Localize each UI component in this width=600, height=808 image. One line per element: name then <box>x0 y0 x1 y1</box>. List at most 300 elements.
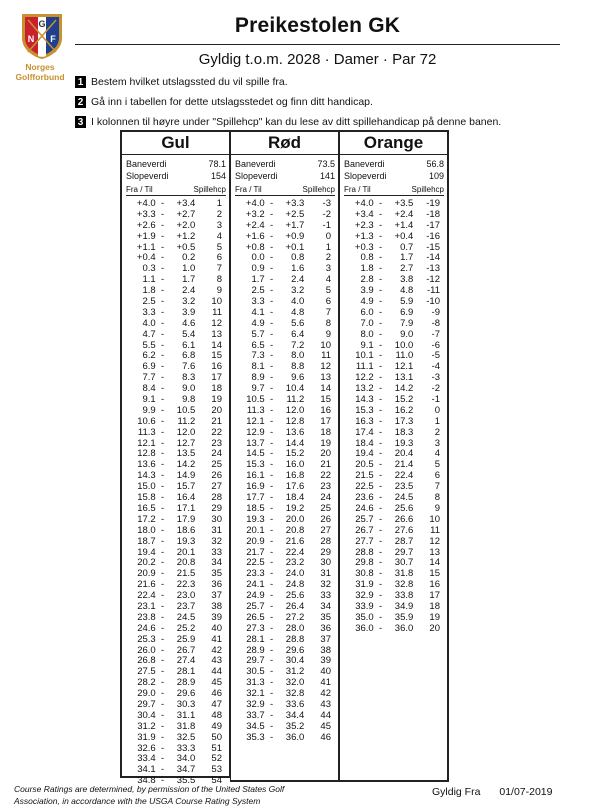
playing-hcp: 5 <box>216 241 222 253</box>
playing-hcp: 9 <box>216 285 222 297</box>
playing-hcp: 1 <box>216 198 222 209</box>
range-dash: - <box>161 698 165 710</box>
range-dash: - <box>270 590 274 602</box>
table-row <box>235 253 335 264</box>
instruction-item <box>75 73 501 91</box>
playing-hcp: 17 <box>211 372 222 384</box>
hcp-from: 10.6 <box>137 415 156 427</box>
hcp-from: 19.4 <box>355 448 374 460</box>
handicap-rows <box>122 199 229 787</box>
playing-hcp: 11 <box>430 524 440 536</box>
range-dash: - <box>379 524 383 536</box>
playing-hcp: -1 <box>322 219 331 231</box>
table-row <box>235 526 335 537</box>
hcp-from: +1.1 <box>136 241 156 253</box>
hcp-to: 27.4 <box>176 655 196 667</box>
playing-hcp: 36 <box>211 579 222 591</box>
slope-rating-value: 141 <box>319 170 335 181</box>
hcp-from: 31.2 <box>137 720 156 732</box>
range-dash: - <box>161 753 165 765</box>
hcp-from: 24.9 <box>246 590 265 602</box>
svg-text:N: N <box>27 34 35 44</box>
hcp-to: 29.6 <box>285 644 305 656</box>
range-dash: - <box>270 383 274 395</box>
hcp-from: 22.5 <box>355 481 374 493</box>
table-row <box>235 286 335 297</box>
tee-name: Gul <box>122 132 229 155</box>
usga-disclaimer <box>14 783 324 807</box>
valid-from <box>432 786 553 798</box>
playing-hcp: 38 <box>211 600 222 612</box>
playing-hcp: 10 <box>429 513 440 525</box>
range-dash: - <box>270 306 274 318</box>
hcp-from: 12.9 <box>246 426 265 438</box>
range-dash: - <box>379 470 383 482</box>
hcp-from: 6.5 <box>251 339 265 351</box>
step-number-badge: 1 <box>75 76 86 88</box>
table-row <box>126 330 226 341</box>
range-dash: - <box>270 198 274 209</box>
table-row <box>235 624 335 635</box>
hcp-from: 29.0 <box>137 688 156 700</box>
hcp-to: 34.4 <box>285 709 305 721</box>
hcp-from: 21.5 <box>355 470 374 482</box>
range-dash: - <box>379 459 383 471</box>
disclaimer-line-1: Course Ratings are determined, by permission of the United States Golf <box>14 784 285 794</box>
hcp-from: 0.0 <box>251 252 265 264</box>
hcp-to: 20.4 <box>394 448 414 460</box>
playing-hcp: 19 <box>211 394 222 406</box>
hcp-to: 19.2 <box>285 502 305 514</box>
hcp-to: 24.5 <box>394 492 414 504</box>
range-dash: - <box>270 546 274 558</box>
hcp-to: 30.7 <box>394 557 414 569</box>
hcp-from: 25.7 <box>246 600 265 612</box>
table-row <box>344 319 444 330</box>
hcp-to: +2.4 <box>394 208 414 220</box>
range-dash: - <box>161 263 165 275</box>
hcp-from: 4.0 <box>142 317 156 329</box>
hcp-from: 4.7 <box>142 328 156 340</box>
hcp-from: 28.2 <box>137 677 156 689</box>
hcp-to: 18.6 <box>176 524 196 536</box>
playing-hcp: 16 <box>211 361 222 373</box>
range-dash: - <box>379 263 383 275</box>
range-dash: - <box>270 557 274 569</box>
range-dash: - <box>161 361 165 373</box>
range-dash: - <box>161 328 165 340</box>
table-row <box>344 428 444 439</box>
hcp-from: 22.4 <box>137 590 156 602</box>
hcp-to: 6.1 <box>182 339 196 351</box>
playing-hcp: 6 <box>434 470 440 482</box>
spillehcp-header: Spillehcp <box>302 185 335 194</box>
hcp-from: +0.3 <box>354 241 374 253</box>
course-rating-value: 73.5 <box>317 159 335 169</box>
hcp-to: 32.8 <box>285 688 305 700</box>
table-row <box>235 243 335 254</box>
playing-hcp: 42 <box>211 644 222 656</box>
hcp-from: 20.9 <box>137 568 156 580</box>
hcp-from: 27.3 <box>246 622 265 634</box>
range-dash: - <box>270 437 274 449</box>
course-rating-value: 78.1 <box>208 159 226 169</box>
hcp-from: 25.3 <box>137 633 156 645</box>
playing-hcp: 41 <box>211 633 222 645</box>
hcp-from: 8.1 <box>251 361 265 373</box>
range-dash: - <box>270 513 274 525</box>
playing-hcp: 45 <box>320 720 331 732</box>
hcp-to: 34.0 <box>176 753 196 765</box>
hcp-from: 17.7 <box>246 492 265 504</box>
table-row <box>344 232 444 243</box>
hcp-to: +1.7 <box>285 219 305 231</box>
hcp-from: 15.0 <box>137 481 156 493</box>
range-dash: - <box>270 219 274 231</box>
table-row <box>126 275 226 286</box>
playing-hcp: 0 <box>325 230 331 242</box>
table-row <box>126 232 226 243</box>
hcp-from: 23.3 <box>246 568 265 580</box>
hcp-from: 33.9 <box>355 600 374 612</box>
range-dash: - <box>379 481 383 493</box>
table-row <box>235 297 335 308</box>
playing-hcp: 51 <box>211 742 222 754</box>
table-row <box>235 428 335 439</box>
hcp-to: 14.2 <box>394 383 414 395</box>
hcp-from: +3.3 <box>136 208 156 220</box>
hcp-to: 16.2 <box>394 404 414 416</box>
playing-hcp: 14 <box>211 339 222 351</box>
range-dash: - <box>161 622 165 634</box>
slope-rating-label: Slopeverdi <box>235 170 278 181</box>
hcp-to: 11.0 <box>395 350 414 362</box>
playing-hcp: 30 <box>211 513 222 525</box>
range-dash: - <box>161 666 165 678</box>
hcp-from: 10.1 <box>355 350 374 362</box>
playing-hcp: 1 <box>325 241 331 253</box>
range-dash: - <box>379 306 383 318</box>
hcp-to: +1.4 <box>394 219 414 231</box>
hcp-from: 23.1 <box>137 600 156 612</box>
hcp-to: 16.8 <box>285 470 305 482</box>
playing-hcp: 23 <box>320 481 331 493</box>
hcp-from: 16.5 <box>137 502 156 514</box>
hcp-from: 26.5 <box>246 611 265 623</box>
hcp-from: +4.0 <box>354 198 374 209</box>
hcp-to: 15.2 <box>285 448 305 460</box>
hcp-from: 29.7 <box>246 655 265 667</box>
range-dash: - <box>379 328 383 340</box>
hcp-to: 7.9 <box>400 317 414 329</box>
playing-hcp: 3 <box>216 219 222 231</box>
fra-til-header: Fra / Til <box>126 185 153 194</box>
hcp-from: 33.7 <box>246 709 265 721</box>
range-dash: - <box>161 742 165 754</box>
range-dash: - <box>379 546 383 558</box>
range-dash: - <box>270 328 274 340</box>
range-dash: - <box>161 285 165 297</box>
hcp-to: 4.6 <box>182 317 196 329</box>
playing-hcp: 6 <box>216 252 222 264</box>
hcp-to: 33.6 <box>285 698 305 710</box>
hcp-from: 30.8 <box>355 568 374 580</box>
range-dash: - <box>161 492 165 504</box>
hcp-to: 34.9 <box>394 600 414 612</box>
range-dash: - <box>379 208 383 220</box>
slope-rating-value: 154 <box>210 170 226 181</box>
playing-hcp: 31 <box>320 568 331 580</box>
hcp-from: 10.5 <box>246 394 265 406</box>
hcp-from: +1.6 <box>245 230 265 242</box>
hcp-to: 10.5 <box>176 404 196 416</box>
playing-hcp: 9 <box>325 328 331 340</box>
playing-hcp: 7 <box>434 481 440 493</box>
hcp-from: 8.9 <box>251 372 265 384</box>
table-row <box>235 308 335 319</box>
table-row <box>344 297 444 308</box>
playing-hcp: 44 <box>320 709 331 721</box>
hcp-from: 13.2 <box>355 383 374 395</box>
hcp-to: 30.3 <box>176 698 196 710</box>
range-dash: - <box>270 274 274 286</box>
range-dash: - <box>161 394 165 406</box>
hcp-from: 27.5 <box>137 666 156 678</box>
playing-hcp: 21 <box>320 459 331 471</box>
playing-hcp: 32 <box>211 535 222 547</box>
hcp-to: 7.6 <box>182 361 196 373</box>
hcp-to: 5.9 <box>400 296 414 308</box>
range-dash: - <box>270 568 274 580</box>
playing-hcp: -13 <box>426 263 440 275</box>
range-dash: - <box>161 339 165 351</box>
range-dash: - <box>379 230 383 242</box>
range-dash: - <box>270 677 274 689</box>
disclaimer-line-2: Association, in accordance with the USGA Course Rating System <box>14 796 261 806</box>
fra-til-header: Fra / Til <box>344 185 371 194</box>
hcp-from: 31.3 <box>246 677 265 689</box>
hcp-from: 31.9 <box>137 731 156 743</box>
playing-hcp: 50 <box>211 731 222 743</box>
page-title: Preikestolen GK <box>234 14 401 37</box>
range-dash: - <box>270 230 274 242</box>
hcp-to: 14.2 <box>176 459 196 471</box>
playing-hcp: -7 <box>431 328 440 340</box>
playing-hcp: 16 <box>429 579 440 591</box>
tee-ratings <box>122 155 229 182</box>
playing-hcp: 17 <box>320 415 331 427</box>
hcp-from: 15.8 <box>137 492 156 504</box>
playing-hcp: 28 <box>320 535 331 547</box>
range-dash: - <box>161 306 165 318</box>
table-row <box>126 537 226 548</box>
hcp-to: 24.0 <box>285 568 305 580</box>
playing-hcp: 25 <box>320 502 331 514</box>
range-dash: - <box>270 644 274 656</box>
range-dash: - <box>270 481 274 493</box>
playing-hcp: 37 <box>320 633 331 645</box>
hcp-to: 12.7 <box>176 437 196 449</box>
hcp-to: 23.5 <box>394 481 414 493</box>
spillehcp-header: Spillehcp <box>193 185 226 194</box>
hcp-to: 12.8 <box>285 415 305 427</box>
range-dash: - <box>161 296 165 308</box>
playing-hcp: 13 <box>429 546 440 558</box>
hcp-from: 1.7 <box>251 274 265 286</box>
range-dash: - <box>161 677 165 689</box>
hcp-from: 33.4 <box>137 753 156 765</box>
table-row <box>235 275 335 286</box>
instruction-text: Gå inn i tabellen for dette utslagsstedet og finn ditt handicap. <box>91 96 373 108</box>
range-dash: - <box>161 230 165 242</box>
playing-hcp: 8 <box>434 492 440 504</box>
instruction-text: I kolonnen til høyre under "Spillehcp" kan du lese av ditt spillehandicap på denne banen. <box>91 116 502 128</box>
hcp-from: 11.3 <box>137 426 156 438</box>
hcp-to: 22.4 <box>285 546 305 558</box>
range-dash: - <box>270 415 274 427</box>
range-dash: - <box>270 731 274 743</box>
hcp-to: 25.6 <box>394 502 414 514</box>
hcp-to: 1.7 <box>400 252 414 264</box>
hcp-from: 12.1 <box>246 415 265 427</box>
range-dash: - <box>379 590 383 602</box>
playing-hcp: -2 <box>431 383 440 395</box>
hcp-to: 15.7 <box>176 481 196 493</box>
range-dash: - <box>270 524 274 536</box>
playing-hcp: -4 <box>431 361 440 373</box>
hcp-to: 22.4 <box>394 470 414 482</box>
hcp-to: 26.7 <box>176 644 196 656</box>
range-dash: - <box>270 698 274 710</box>
range-dash: - <box>270 372 274 384</box>
hcp-from: 12.1 <box>137 437 156 449</box>
table-row <box>126 526 226 537</box>
logo-text-line1: Norges <box>25 62 55 72</box>
hcp-from: 23.8 <box>137 611 156 623</box>
course-rating-label: Baneverdi <box>126 159 167 169</box>
playing-hcp: 11 <box>321 350 331 362</box>
range-dash: - <box>379 361 383 373</box>
playing-hcp: 30 <box>320 557 331 569</box>
playing-hcp: 34 <box>320 600 331 612</box>
ngf-shield-icon <box>20 12 64 60</box>
tee-name: Orange <box>340 132 447 155</box>
playing-hcp: 3 <box>434 437 440 449</box>
hcp-to: 21.5 <box>176 568 196 580</box>
range-dash: - <box>379 339 383 351</box>
hcp-from: 1.8 <box>142 285 156 297</box>
hcp-from: 2.5 <box>251 285 265 297</box>
hcp-to: 31.1 <box>176 709 196 721</box>
range-dash: - <box>161 274 165 286</box>
hcp-from: 32.9 <box>355 590 374 602</box>
range-dash: - <box>270 666 274 678</box>
range-dash: - <box>379 219 383 231</box>
hcp-from: 16.1 <box>246 470 265 482</box>
range-dash: - <box>161 764 165 776</box>
hcp-to: 10.4 <box>285 383 305 395</box>
range-dash: - <box>270 296 274 308</box>
playing-hcp: -6 <box>431 339 440 351</box>
playing-hcp: 25 <box>211 459 222 471</box>
hcp-to: 20.8 <box>285 524 305 536</box>
hcp-from: 4.9 <box>251 317 265 329</box>
playing-hcp: 2 <box>434 426 440 438</box>
range-dash: - <box>161 426 165 438</box>
hcp-to: 17.9 <box>176 513 196 525</box>
playing-hcp: 42 <box>320 688 331 700</box>
hcp-to: 10.0 <box>394 339 414 351</box>
spillehcp-header: Spillehcp <box>411 185 444 194</box>
playing-hcp: -5 <box>431 350 440 362</box>
range-dash: - <box>379 394 383 406</box>
playing-hcp: 13 <box>211 328 222 340</box>
hcp-from: 14.5 <box>246 448 265 460</box>
hcp-to: 5.6 <box>291 317 305 329</box>
hcp-to: 24.5 <box>176 611 196 623</box>
hcp-from: 17.4 <box>355 426 374 438</box>
hcp-to: 8.3 <box>182 372 196 384</box>
hcp-from: 14.3 <box>355 394 374 406</box>
playing-hcp: 18 <box>320 426 331 438</box>
playing-hcp: 10 <box>211 296 222 308</box>
hcp-from: 9.1 <box>360 339 374 351</box>
hcp-to: 23.7 <box>176 600 196 612</box>
hcp-to: 4.8 <box>291 306 305 318</box>
hcp-to: 35.9 <box>394 611 414 623</box>
range-dash: - <box>161 372 165 384</box>
playing-hcp: 46 <box>320 731 331 743</box>
range-dash: - <box>379 296 383 308</box>
playing-hcp: 46 <box>211 688 222 700</box>
hcp-to: 19.3 <box>394 437 414 449</box>
hcp-to: 30.4 <box>285 655 305 667</box>
hcp-from: 24.1 <box>246 579 265 591</box>
playing-hcp: 16 <box>320 404 331 416</box>
hcp-from: +4.0 <box>136 198 156 209</box>
hcp-from: 3.9 <box>360 285 374 297</box>
hcp-to: +2.0 <box>176 219 196 231</box>
playing-hcp: 8 <box>325 317 331 329</box>
table-row <box>235 635 335 646</box>
playing-hcp: 39 <box>320 655 331 667</box>
hcp-from: 24.6 <box>137 622 156 634</box>
hcp-to: 16.4 <box>176 492 196 504</box>
range-dash: - <box>161 633 165 645</box>
hcp-from: 9.9 <box>142 404 156 416</box>
range-dash: - <box>161 709 165 721</box>
table-row <box>126 428 226 439</box>
hcp-from: 32.9 <box>246 698 265 710</box>
table-row <box>235 319 335 330</box>
table-row <box>235 733 335 744</box>
playing-hcp: 9 <box>434 502 440 514</box>
hcp-to: 4.0 <box>291 296 305 308</box>
column-headers <box>235 185 335 196</box>
course-rating-row <box>126 159 226 171</box>
valid-from-date: 01/07-2019 <box>499 786 553 798</box>
playing-hcp: 2 <box>325 252 331 264</box>
range-dash: - <box>379 383 383 395</box>
hcp-to: 8.0 <box>291 350 305 362</box>
hcp-to: 34.7 <box>176 764 196 776</box>
table-row <box>344 537 444 548</box>
hcp-to: 3.2 <box>291 285 305 297</box>
hcp-from: 5.5 <box>142 339 156 351</box>
playing-hcp: 37 <box>211 590 222 602</box>
hcp-from: 13.7 <box>246 437 265 449</box>
hcp-to: 31.8 <box>394 568 414 580</box>
